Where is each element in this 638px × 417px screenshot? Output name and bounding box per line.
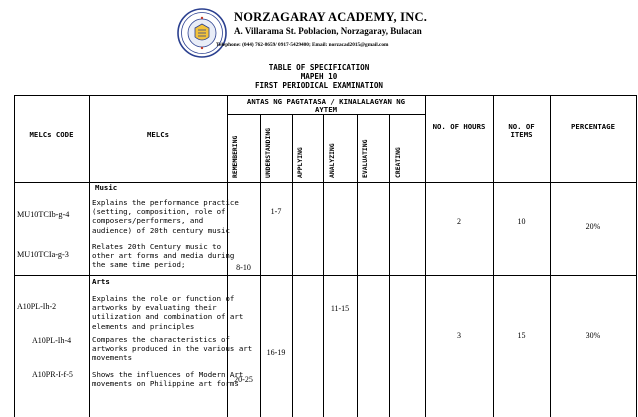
col-border — [292, 114, 293, 417]
melc-code: MU10TCIa-g-3 — [17, 250, 69, 259]
item-range-remembering: 20-25 — [234, 375, 253, 384]
col-border — [260, 114, 261, 417]
melc-code: A10PL-Ih-2 — [17, 302, 57, 311]
melc-code: A10PR-I-f-5 — [32, 370, 73, 379]
header-applying: APPLYING — [296, 147, 304, 178]
item-range-remembering: 8-10 — [236, 263, 251, 272]
section-title-music: Music — [95, 183, 118, 192]
header-evaluating: EVALUATING — [361, 139, 369, 178]
music-hours: 2 — [457, 217, 461, 226]
header-analyzing: ANALYZING — [328, 143, 336, 178]
header-no-of-items-line1: NO. OF — [508, 122, 535, 131]
header-antas-line1: ANTAS NG PAGTATASA / KINALALAGYAN NG — [246, 97, 406, 106]
music-percentage: 20% — [585, 222, 601, 231]
header-remembering: REMEMBERING — [231, 135, 239, 178]
school-contact: Telephone: (044) 762-8659/ 0917-5429400; Email: norzacad2015@gmail.com — [216, 42, 389, 48]
header-understanding: UNDERSTANDING — [264, 127, 272, 178]
arts-percentage: 30% — [585, 331, 601, 340]
antas-header-divider — [227, 114, 425, 115]
doc-title-line1: TABLE OF SPECIFICATION — [268, 63, 370, 72]
melc-description: Shows the influences of Modern Art movements on Philippine art forms — [92, 370, 244, 389]
col-border — [357, 114, 358, 417]
melc-description: Explains the performance practice (setting, composition, role of composers/performers, and audience) of 20th century music — [92, 198, 239, 235]
arts-items: 15 — [517, 331, 526, 340]
col-border — [14, 95, 15, 417]
school-seal-logo — [177, 8, 227, 58]
section-title-arts: Arts — [92, 277, 110, 286]
item-range-analyzing: 11-15 — [330, 304, 350, 313]
col-border — [323, 114, 324, 417]
melc-description: Explains the role or function of artworks by evaluating their utilization and combination of art elements and principles — [92, 294, 244, 331]
table-top-border — [14, 95, 636, 96]
header-percentage: PERCENTAGE — [571, 122, 615, 131]
header-antas-line2: AYTEM — [315, 105, 337, 114]
col-border — [89, 95, 90, 417]
col-border — [425, 95, 426, 417]
melc-code: A10PL-Ih-4 — [32, 336, 72, 345]
doc-title-line2: MAPEH 10 — [300, 72, 338, 81]
header-no-of-items-line2: ITEMS — [510, 130, 533, 139]
col-border — [636, 95, 637, 417]
header-melcs-code: MELCs CODE — [29, 130, 74, 139]
item-range-understanding: 1-7 — [270, 207, 282, 216]
school-address: A. Villarama St. Poblacion, Norzagaray, Bulacan — [234, 26, 422, 36]
item-range-understanding: 16-19 — [266, 348, 286, 357]
arts-hours: 3 — [457, 331, 461, 340]
melc-description: Relates 20th Century music to other art forms and media during the same time period; — [92, 242, 235, 270]
section-divider — [14, 275, 636, 276]
col-border — [550, 95, 551, 417]
header-no-of-hours: NO. OF HOURS — [432, 122, 486, 131]
doc-title-line3: FIRST PERIODICAL EXAMINATION — [254, 81, 383, 90]
music-items: 10 — [517, 217, 526, 226]
school-name: NORZAGARAY ACADEMY, INC. — [234, 10, 428, 24]
col-border — [389, 114, 390, 417]
melc-description: Compares the characteristics of artworks produced in the various art movements — [92, 335, 253, 363]
col-border — [493, 95, 494, 417]
header-melcs: MELCs — [147, 130, 169, 139]
header-creating: CREATING — [394, 147, 402, 178]
melc-code: MU10TCIb-g-4 — [17, 210, 70, 219]
